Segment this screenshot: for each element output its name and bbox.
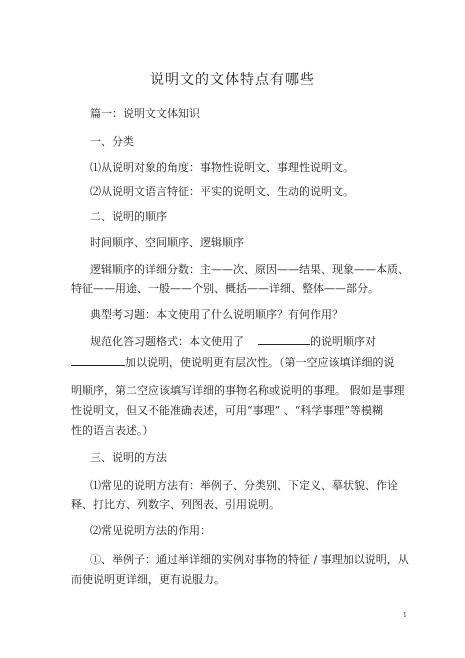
paragraph-line [71, 354, 395, 370]
paragraph-line: ⑴从说明对象的角度：事物性说明文、事理性说明文。 [90, 161, 354, 174]
paragraph-line: 逻辑顺序的详细分数：主——次、原因——结果、现象——本质、 [90, 263, 409, 276]
paragraph-line: ①、举例子：通过举详细的实例对事物的特征 / 事理加以说明，从 [90, 553, 409, 566]
paragraph-line: 特征——用途、一般——个别、概括——详细、整体——部分。 [71, 282, 379, 295]
heading-classification: 一、分类 [90, 135, 134, 148]
paragraph-line: 而使说明更详细，更有说服力。 [71, 573, 225, 586]
paragraph-line: ⑵从说明文语言特征：平实的说明文、生动的说明文。 [90, 185, 354, 198]
answer-format-text: 加以说明，使说明更有层次性。（第一空应该填详细的说 [125, 356, 395, 369]
paragraph-line: 释、打比方、列数字、列图表、引用说明。 [71, 498, 280, 511]
answer-format-text: 的说明顺序对 [310, 335, 376, 348]
heading-order: 二、说明的顺序 [90, 210, 167, 223]
paragraph-line: 明顺序，第二空应该填写详细的事物名称或说明的事理。 假如是事理 [71, 384, 405, 397]
paragraph-line [90, 333, 376, 349]
paragraph-line: 性的语言表述。） [71, 424, 154, 437]
fill-in-blank [258, 333, 310, 345]
paragraph-line: 性说明文，但又不能准确表述，可用“事理” 、“科学事理”等模糊 [71, 404, 383, 417]
paragraph-line: 时间顺序、空间顺序、逻辑顺序 [90, 236, 244, 249]
heading-methods: 三、说明的方法 [90, 451, 167, 464]
fill-in-blank [71, 354, 125, 366]
paragraph-line: 典型考习题：本文使用了什么说明顺序？有何作用？ [90, 308, 343, 321]
paragraph-line: ⑵常见说明方法的作用： [90, 524, 211, 537]
doc-title: 说明文的文体特点有哪些 [150, 72, 315, 88]
answer-format-text: 规范化答习题格式：本文使用了 [90, 335, 244, 348]
heading-part-one: 篇一：说明文文体知识 [90, 107, 200, 120]
paragraph-line: ⑴常见的说明方法有：举例子、分类别、下定义、摹状貌、作诠 [90, 479, 398, 492]
page-number: 1 [403, 612, 407, 619]
